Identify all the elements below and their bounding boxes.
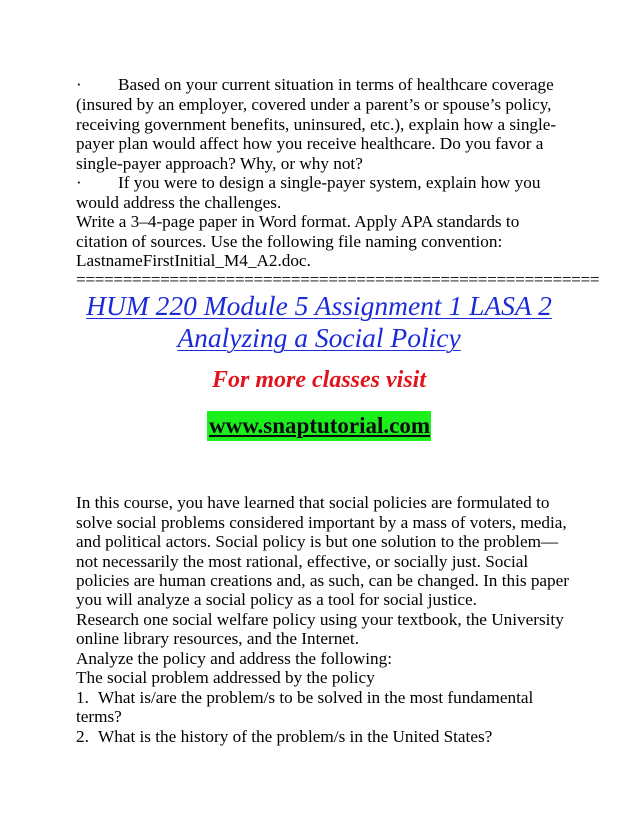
question-text: What is/are the problem/s to be solved in the most fundamental xyxy=(98,688,534,707)
paragraph-line: policies are human creations and, as such, can be changed. In this paper xyxy=(76,571,569,590)
analyze-instruction: Analyze the policy and address the following: xyxy=(76,649,392,668)
bullet-marker: · xyxy=(76,75,82,94)
question-item-1 xyxy=(76,688,576,708)
bullet-continuation: (insured by an employer, covered under a parent’s or spouse’s policy, xyxy=(76,95,552,114)
bullet-item-1 xyxy=(76,75,576,95)
separator-line: ======================================================== xyxy=(76,270,600,289)
section-subheading: The social problem addressed by the policy xyxy=(76,668,375,687)
paragraph-line: In this course, you have learned that social policies are formulated to xyxy=(76,493,550,512)
paragraph-line: not necessarily the most rational, effective, or socially just. Social xyxy=(76,552,529,571)
bullet-continuation: payer plan would affect how you receive healthcare. Do you favor a xyxy=(76,134,544,153)
paragraph-line: solve social problems considered important by a mass of voters, media, xyxy=(76,513,567,532)
instruction-line: citation of sources. Use the following file naming convention: xyxy=(76,232,503,251)
question-continuation: terms? xyxy=(76,707,122,726)
bullet-text: Based on your current situation in terms of healthcare coverage xyxy=(118,75,554,94)
question-text: What is the history of the problem/s in the United States? xyxy=(98,727,493,746)
instruction-line: Write a 3–4-page paper in Word format. Apply APA standards to xyxy=(76,212,520,231)
bullet-continuation: receiving government benefits, uninsured, etc.), explain how a single- xyxy=(76,115,557,134)
website-highlight xyxy=(207,411,431,441)
question-item-2 xyxy=(76,727,576,747)
bullet-marker: · xyxy=(76,173,82,192)
research-line: online library resources, and the Internet. xyxy=(76,629,360,648)
bullet-item-2 xyxy=(76,173,576,193)
assignment-title-line-1 xyxy=(0,290,638,322)
bullet-text: If you were to design a single-payer system, explain how you xyxy=(118,173,541,192)
assignment-subtitle-link[interactable]: Analyzing a Social Policy xyxy=(177,322,461,353)
assignment-title-link[interactable]: HUM 220 Module 5 Assignment 1 LASA 2 xyxy=(86,290,552,321)
website-link[interactable]: www.snaptutorial.com xyxy=(208,413,431,438)
question-number: 2. xyxy=(76,727,89,746)
question-number: 1. xyxy=(76,688,89,707)
visit-text: For more classes visit xyxy=(212,367,426,393)
research-line: Research one social welfare policy using your textbook, the University xyxy=(76,610,564,629)
paragraph-line: you will analyze a social policy as a tool for social justice. xyxy=(76,590,477,609)
bullet-continuation: single-payer approach? Why, or why not? xyxy=(76,154,363,173)
visit-callout xyxy=(0,366,638,394)
bullet-continuation: would address the challenges. xyxy=(76,193,282,212)
file-name-convention: LastnameFirstInitial_M4_A2.doc. xyxy=(76,251,311,270)
website-callout xyxy=(0,411,638,441)
assignment-title-line-2 xyxy=(0,322,638,354)
paragraph-line: and political actors. Social policy is but one solution to the problem— xyxy=(76,532,559,551)
